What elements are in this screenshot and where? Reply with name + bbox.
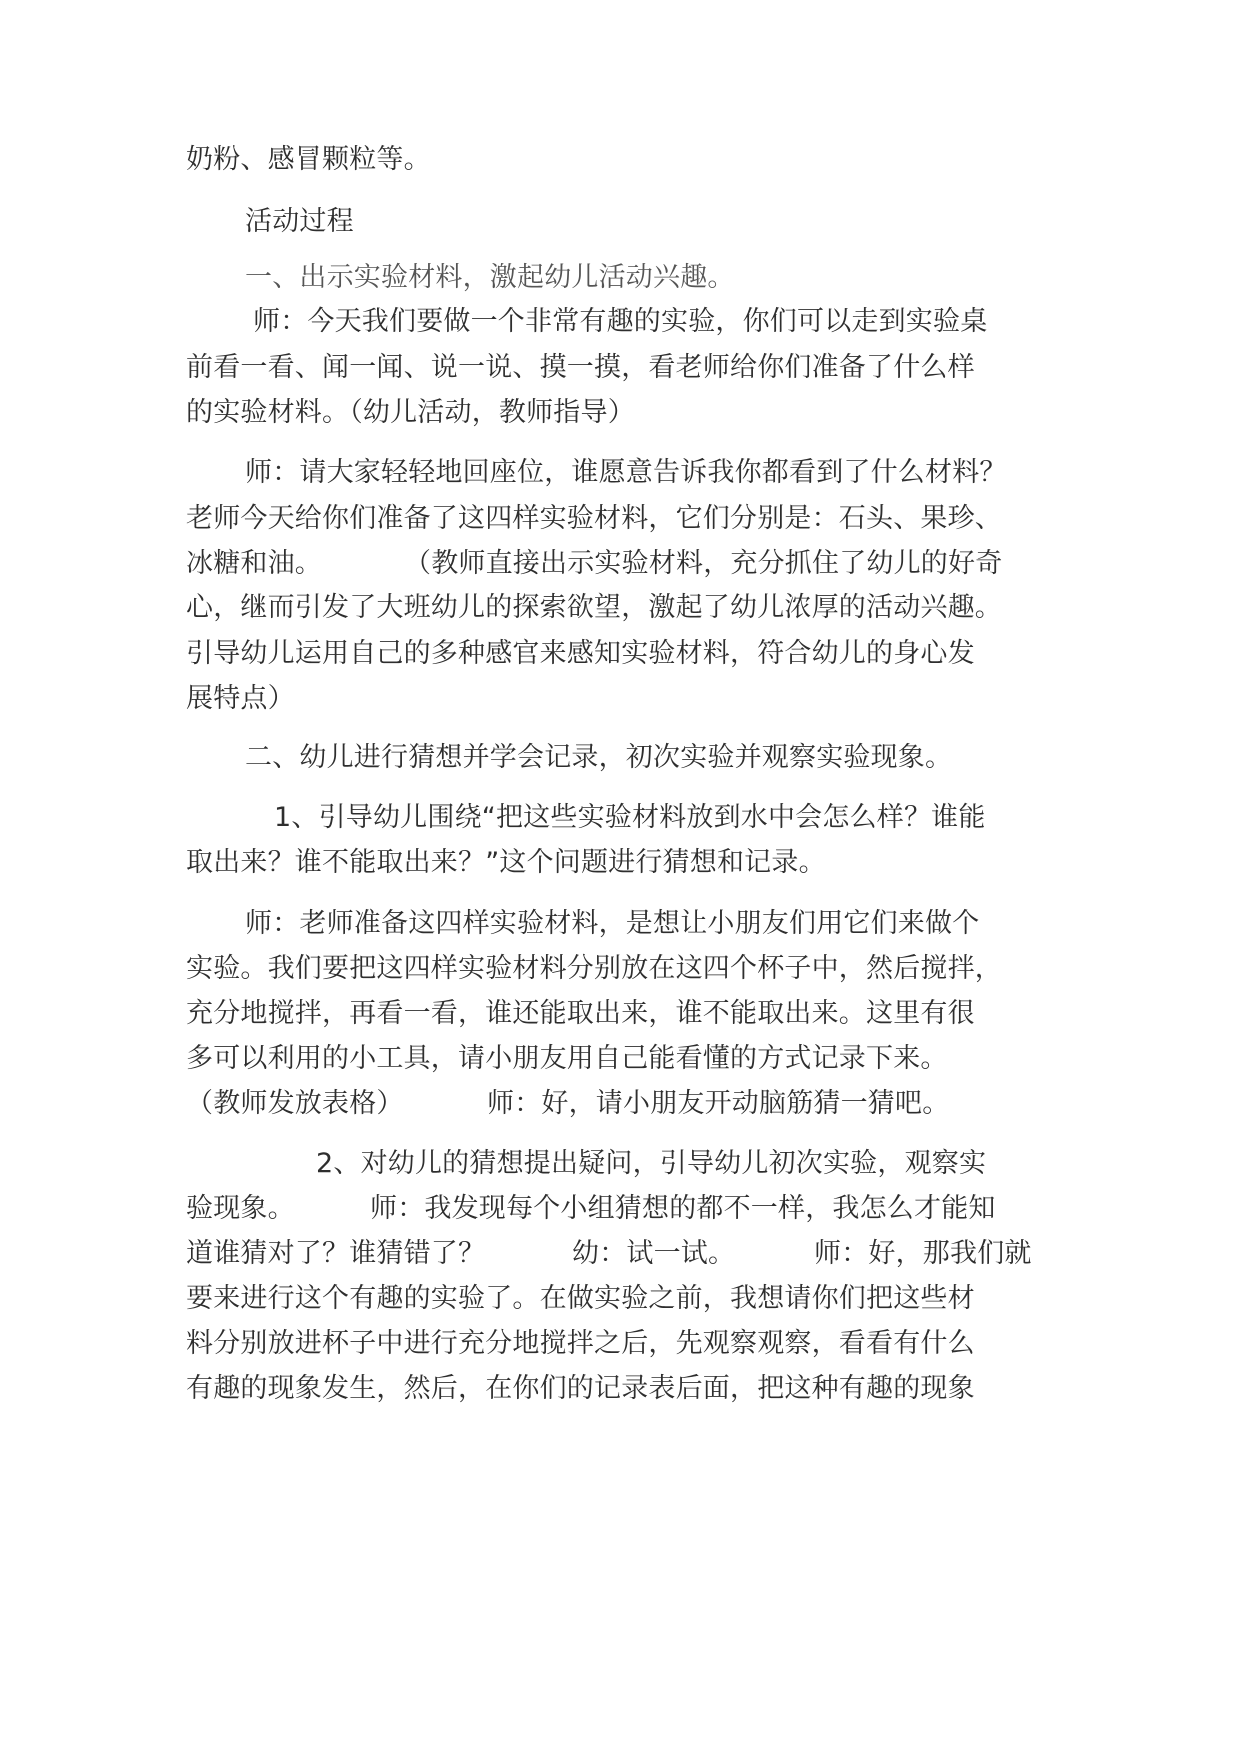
text-line: 道谁猜对了？谁猜错了？ [186,1238,486,1269]
text-line: （教师发放表格） [186,1088,404,1119]
text-line: 实验。我们要把这四样实验材料分别放在这四个杯子中，然后搅拌， [186,953,1002,984]
text-line: 幼：试一试。 [572,1238,736,1269]
text-line: 前看一看、闻一闻、说一说、摸一摸，看老师给你们准备了什么样 [186,352,975,383]
text-line: 1、引导幼儿围绕“把这些实验材料放到水中会怎么样？谁能 [274,802,986,833]
text-line: 师：请大家轻轻地回座位，谁愿意告诉我你都看到了什么材料？ [245,457,1007,488]
text-line: 多可以利用的小工具，请小朋友用自己能看懂的方式记录下来。 [186,1043,948,1074]
text-line: 料分别放进杯子中进行充分地搅拌之后，先观察观察，看看有什么 [186,1328,975,1359]
text-line: 冰糖和油。 [186,548,322,579]
text-line: 取出来？谁不能取出来？”这个问题进行猜想和记录。 [186,847,826,878]
section-heading: 活动过程 [245,206,354,237]
text-line: 验现象。 [186,1193,295,1224]
section-heading: 二、幼儿进行猜想并学会记录，初次实验并观察实验现象。 [245,742,953,773]
text-line: 展特点） [186,683,295,714]
text-line: 老师今天给你们准备了这四样实验材料，它们分别是：石头、果珍、 [186,503,1002,534]
text-line: 师：我发现每个小组猜想的都不一样，我怎么才能知 [370,1193,996,1224]
text-line: 奶粉、感冒颗粒等。 [186,144,431,175]
text-line: （教师直接出示实验材料，充分抓住了幼儿的好奇 [404,548,1003,579]
text-line: 有趣的现象发生，然后，在你们的记录表后面，把这种有趣的现象 [186,1373,975,1404]
text-line: 引导幼儿运用自己的多种感官来感知实验材料，符合幼儿的身心发 [186,638,975,669]
text-line: 师：老师准备这四样实验材料，是想让小朋友们用它们来做个 [245,908,980,939]
text-line: 要来进行这个有趣的实验了。在做实验之前，我想请你们把这些材 [186,1283,975,1314]
text-line: 2、对幼儿的猜想提出疑问，引导幼儿初次实验，观察实 [316,1148,987,1179]
text-line: 师：好，那我们就 [814,1238,1032,1269]
text-line: 师：今天我们要做一个非常有趣的实验，你们可以走到实验桌 [253,306,988,337]
text-line: 的实验材料。（幼儿活动，教师指导） [186,397,635,428]
section-heading: 一、出示实验材料，激起幼儿活动兴趣。 [245,262,735,293]
text-line: 充分地搅拌，再看一看，谁还能取出来，谁不能取出来。这里有很 [186,998,975,1029]
text-line: 心，继而引发了大班幼儿的探索欲望，激起了幼儿浓厚的活动兴趣。 [186,592,1002,623]
text-line: 师：好，请小朋友开动脑筋猜一猜吧。 [487,1088,950,1119]
